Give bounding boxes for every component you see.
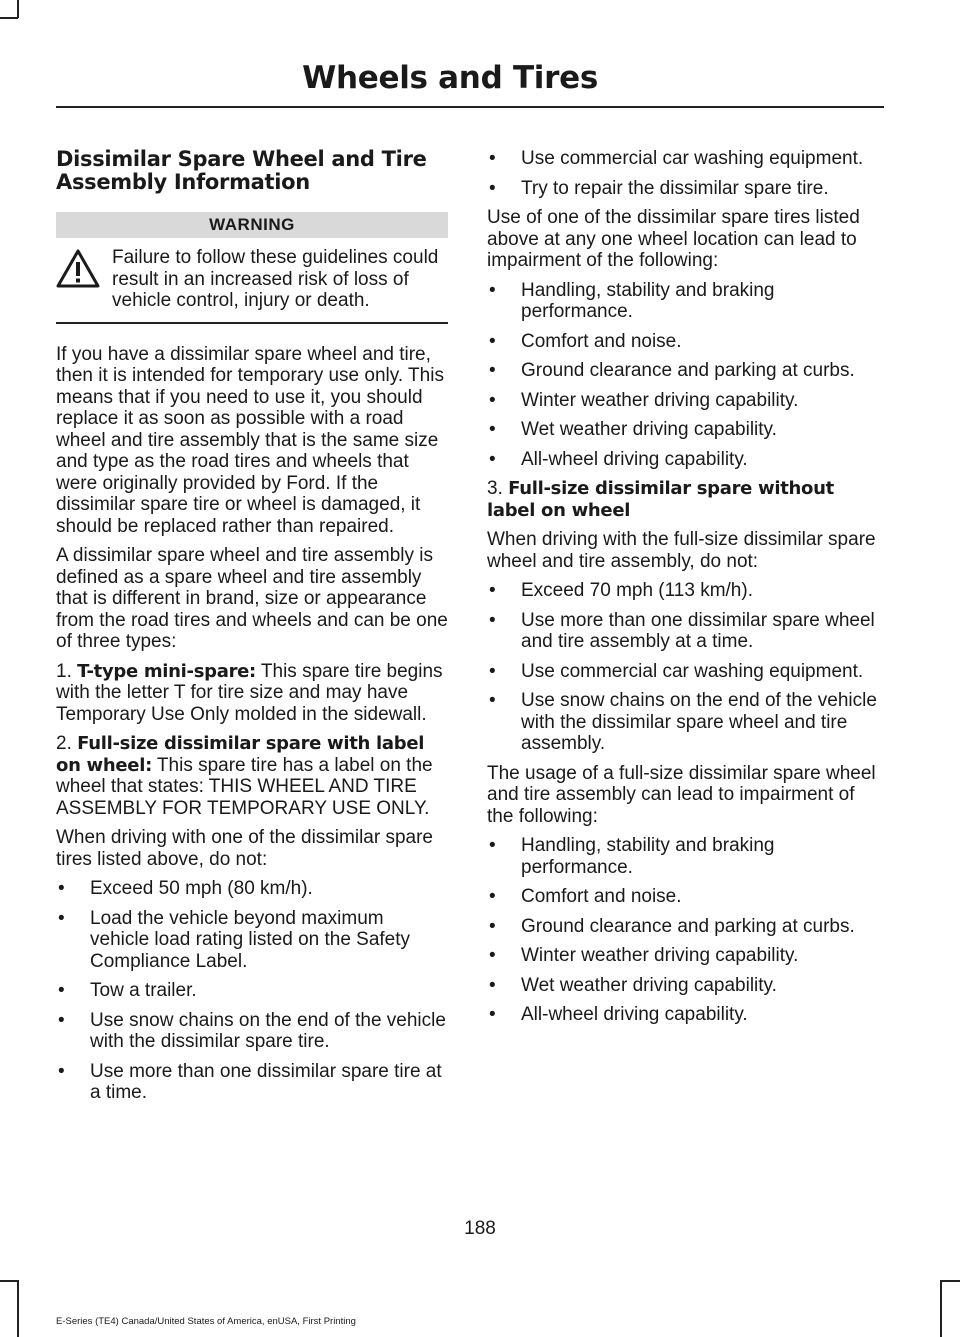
list-item: • All-wheel driving capability. <box>487 449 881 471</box>
crop-mark <box>0 1280 18 1282</box>
warning-label: WARNING <box>56 212 448 238</box>
fullsize-do-not-list <box>487 580 881 755</box>
intro-paragraph: If you have a dissimilar spare wheel and tire, then it is intended for temporary use only. This means that if you need to use it, you should replace it as soon as possible with a road wheel and tire assembly that is the same size and type as the road tires and wheels that were originally provided by Ford. If the dissimilar spare tire or wheel is damaged, it should be replaced rather than repaired. <box>56 343 444 537</box>
warning-box <box>56 212 448 324</box>
type2-paragraph <box>56 733 448 819</box>
list-item: • Comfort and noise. <box>487 886 881 908</box>
fullsize-do-not-intro: When driving with the full-size dissimilar spare wheel and tire assembly, do not: <box>487 529 876 572</box>
fullsize-impairment-list <box>487 835 881 1026</box>
section-title <box>56 148 448 194</box>
list-item: • Use snow chains on the end of the vehicle with the dissimilar spare tire. <box>56 1010 448 1053</box>
type2-label: Full-size dissimilar spare with label on wheel: <box>56 733 425 776</box>
list-item: • Use snow chains on the end of the vehicle with the dissimilar spare wheel and tire assembly. <box>487 690 881 755</box>
list-item: • Use commercial car washing equipment. <box>487 148 881 170</box>
section-title-line2: Assembly Information <box>56 170 310 194</box>
list-item: • Ground clearance and parking at curbs. <box>487 916 881 938</box>
list-item: • Winter weather driving capability. <box>487 945 881 967</box>
list-item: • Load the vehicle beyond maximum vehicle load rating listed on the Safety Compliance Label. <box>56 908 448 973</box>
type2-text: This spare tire has a label on the wheel that states: THIS WHEEL AND TIRE ASSEMBLY FOR TEMPORARY USE ONLY. <box>56 754 433 819</box>
list-item: • Exceed 70 mph (113 km/h). <box>487 580 881 602</box>
section-title-line1: Dissimilar Spare Wheel and Tire <box>56 147 427 171</box>
list-item: • Handling, stability and braking performance. <box>487 280 881 323</box>
crop-mark <box>0 17 18 19</box>
left-column <box>56 148 448 1112</box>
type3-paragraph <box>487 478 881 521</box>
type1-text: This spare tire begins with the letter T for tire size and may have Temporary Use Only molded in the sidewall. <box>56 660 443 725</box>
list-item: • Tow a trailer. <box>56 980 448 1002</box>
impairment-list <box>487 280 881 471</box>
list-item: • Wet weather driving capability. <box>487 419 881 441</box>
right-column <box>487 148 881 1034</box>
crop-mark <box>940 1280 942 1337</box>
crop-mark <box>17 0 19 18</box>
crop-mark <box>17 1280 19 1337</box>
type3-number: 3. <box>487 478 503 499</box>
warning-text: Failure to follow these guidelines could result in an increased risk of loss of vehicle control, injury or death. <box>112 247 439 311</box>
crop-mark <box>940 1280 960 1282</box>
impairment-intro: Use of one of the dissimilar spare tires listed above at any one wheel location can lead to impairment of the following: <box>487 207 860 271</box>
list-item: • Wet weather driving capability. <box>487 975 881 997</box>
header-divider <box>56 106 884 108</box>
list-item: • Ground clearance and parking at curbs. <box>487 360 881 382</box>
list-item: • Handling, stability and braking performance. <box>487 835 881 878</box>
list-item: • Use commercial car washing equipment. <box>487 661 881 683</box>
type1-number: 1. <box>56 660 72 682</box>
definition-paragraph: A dissimilar spare wheel and tire assembly is defined as a spare wheel and tire assembly that is different in brand, size or appearance from the road tires and wheels and can be one of three types: <box>56 545 448 652</box>
type3-label: Full-size dissimilar spare without label on wheel <box>487 478 834 521</box>
fullsize-impairment-intro: The usage of a full-size dissimilar spare wheel and tire assembly can lead to impairment of the following: <box>487 762 876 827</box>
warning-triangle-icon <box>56 247 102 312</box>
list-item: • Exceed 50 mph (80 km/h). <box>56 878 448 900</box>
list-item: • Use more than one dissimilar spare tire at a time. <box>56 1061 448 1104</box>
do-not-list-continued <box>487 148 881 199</box>
list-item: • Try to repair the dissimilar spare tire. <box>487 178 881 200</box>
type2-number: 2. <box>56 733 72 754</box>
page-number: 188 <box>464 1218 496 1239</box>
type1-paragraph <box>56 661 448 726</box>
list-item: • All-wheel driving capability. <box>487 1004 881 1026</box>
type1-label: T-type mini-spare: <box>77 660 256 682</box>
do-not-list <box>56 878 448 1104</box>
list-item: • Comfort and noise. <box>487 331 881 353</box>
footer-text: E-Series (TE4) Canada/United States of America, enUSA, First Printing <box>56 1316 356 1327</box>
page-header-title: Wheels and Tires <box>302 60 598 96</box>
list-item: • Use more than one dissimilar spare wheel and tire assembly at a time. <box>487 610 881 653</box>
list-item: • Winter weather driving capability. <box>487 390 881 412</box>
do-not-intro: When driving with one of the dissimilar spare tires listed above, do not: <box>56 827 434 870</box>
